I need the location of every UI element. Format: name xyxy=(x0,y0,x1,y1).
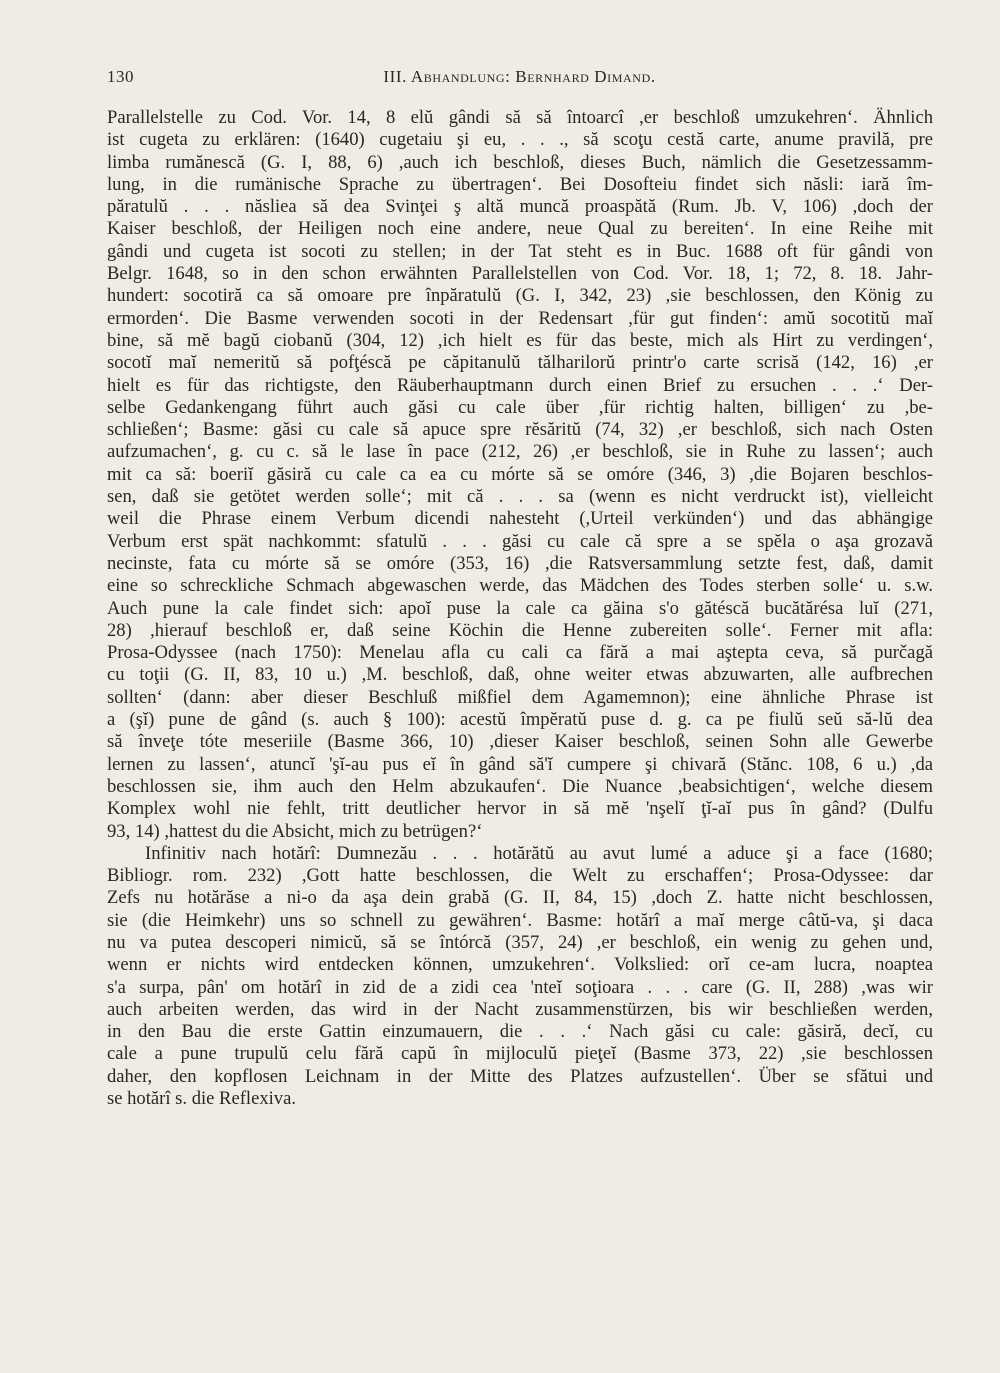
text-line: eine so schreckliche Schmach abgewaschen werde, das Mädchen des Todes sterben solle‘ u. s.w. xyxy=(107,575,933,597)
text-line: să înveţe tóte meseriile (Basme 366, 10) ,dieser Kaiser beschloß, seinen Sohn alle Gewerbe xyxy=(107,731,933,753)
text-line: Zefs nu hotărăse a ni-o da aşa dein grabă (G. II, 84, 15) ,doch Z. hatte nicht beschlossen, xyxy=(107,887,933,909)
page-number: 130 xyxy=(107,67,134,86)
text-line: sollten‘ (dann: aber dieser Beschluß mißfiel dem Agamemnon); eine ähnliche Phrase ist xyxy=(107,686,933,708)
text-line: nu va putea descoperi nimicŭ, să se întórcă (357, 24) ,er beschloß, ein wenig zu gehen und, xyxy=(107,931,933,953)
text-line: bine, să mĕ bagŭ ciobanŭ (304, 12) ,ich hielt es für das beste, mich als Hirt zu verdingen‘, xyxy=(107,329,933,351)
text-line: ermorden‘. Die Basme verwenden socoti in der Redensart ,für gut finden‘: amŭ socotitŭ maĭ xyxy=(107,307,933,329)
text-line: hielt es für das richtigste, den Räuberhauptmann durch einen Brief zu ersuchen . . .‘ Der- xyxy=(107,374,933,396)
text-line: s'a surpa, pân' om hotărî in zid de a zidi cea 'nteĭ soţioara . . . care (G. II, 288) ,was wir xyxy=(107,976,933,998)
text-line: păratulŭ . . . năsliea să dea Svinţei ş altă muncă proaspătă (Rum. Jb. V, 106) ,doch der xyxy=(107,196,933,218)
text-line: Parallelstelle zu Cod. Vor. 14, 8 elŭ gândi să să întoarcî ,er beschloß umzukehren‘. Ähnlich xyxy=(107,107,933,128)
text-line: socotĭ maĭ nemeritŭ să pofţéscă pe căpitanulŭ tălharilorŭ printr'o carte scrisă (142, 16) ,er xyxy=(107,352,933,374)
text-line: limba rumănescă (G. I, 88, 6) ,auch ich beschloß, dieses Buch, nämlich die Gesetzessamm- xyxy=(107,151,933,173)
text-line: Auch pune la cale findet sich: apoĭ puse la cale ca găina s'o gătéscă bucătărésa luĭ (271, xyxy=(107,597,933,619)
text-line: schließen‘; Basme: găsi cu cale să apuce spre rĕsăritŭ (74, 32) ,er beschloß, sich nach Osten xyxy=(107,419,933,441)
running-head: III. Abhandlung: Bernhard Dimand. xyxy=(383,67,656,86)
text-line: cu toţii (G. II, 83, 10 u.) ,M. beschloß, daß, ohne weiter etwas abzuwarten, alle aufbrechen xyxy=(107,664,933,686)
text-line: beschlossen sie, ihm auch den Helm abzukaufen‘. Die Nuance ,beabsichtigen‘, welche diesem xyxy=(107,775,933,797)
paragraph xyxy=(107,107,933,843)
text-line: cale a pune trupulŭ celu fără capŭ în mijloculŭ pieţeĭ (Basme 373, 22) ,sie beschlossen xyxy=(107,1043,933,1065)
text-line: aufzumachen‘, g. cu c. să le lase în pace (212, 26) ,er beschloß, sie in Ruhe zu lassen‘; auch xyxy=(107,441,933,463)
body-text xyxy=(107,107,933,1110)
text-line: Komplex wohl nie fehlt, tritt deutlicher hervor in să mĕ 'nşelĭ ţĭ-aĭ pus în gând? (Dulfu xyxy=(107,798,933,820)
text-line: mit ca să: boeriĭ găsiră cu cale ca ea cu mórte să se omóre (346, 3) ,die Bojaren beschlos- xyxy=(107,463,933,485)
text-line: 28) ,hierauf beschloß er, daß seine Köchin die Henne zubereiten solle‘. Ferner mit afla: xyxy=(107,619,933,641)
text-line: Verbum erst spät nachkommt: sfatulŭ . . . găsi cu cale că spre a se spĕla o aşa grozavă xyxy=(107,530,933,552)
text-line: Bibliogr. rom. 232) ,Gott hatte beschlossen, die Welt zu erschaffen‘; Prosa-Odyssee: dar xyxy=(107,865,933,887)
text-line: gândi und cugeta ist socoti zu stellen; in der Tat steht es in Buc. 1688 oft für gândi von xyxy=(107,240,933,262)
text-line: wenn er nichts wird entdecken können, umzukehren‘. Volkslied: orĭ ce-am lucra, noaptea xyxy=(107,954,933,976)
text-line: weil die Phrase einem Verbum dicendi nahesteht (,Urteil verkünden‘) und das abhängige xyxy=(107,508,933,530)
text-line: Infinitiv nach hotărî: Dumnezău . . . hotărătŭ au avut lumé a aduce şi a face (1680; xyxy=(145,842,933,864)
paragraph xyxy=(107,843,933,1111)
text-line: necinste, fata cu mórte să se omóre (353, 16) ,die Ratsversammlung setzte fest, daß, damit xyxy=(107,552,933,574)
text-line: Belgr. 1648, so in den schon erwähnten Parallelstellen von Cod. Vor. 18, 1; 72, 8. 18. Jahr- xyxy=(107,263,933,285)
text-line: se hotărî s. die Reflexiva. xyxy=(107,1088,296,1110)
text-line: a (şĭ) pune de gând (s. auch § 100): acestŭ împĕratŭ puse d. g. ca pe fiulŭ seŭ să-lŭ dea xyxy=(107,709,933,731)
page-header xyxy=(107,67,932,93)
text-line: auch arbeiten werden, das wird in der Nacht zusammenstürzen, bis wir beschließen werden, xyxy=(107,998,933,1020)
text-line: sie (die Heimkehr) uns so schnell zu gewähren‘. Basme: hotărî a maĭ merge câtŭ-va, şi daca xyxy=(107,909,933,931)
text-line: lung, in die rumänische Sprache zu übertragen‘. Bei Dosofteiu findet sich năsli: iară îm- xyxy=(107,173,933,195)
text-line: hundert: socotiră ca să omoare pre înpăratulŭ (G. I, 342, 23) ,sie beschlossen, den König zu xyxy=(107,285,933,307)
text-line: daher, den kopflosen Leichnam in der Mitte des Platzes aufzustellen‘. Über se sfătui und xyxy=(107,1065,933,1087)
text-line: Kaiser beschloß, der Heiligen noch eine andere, neue Qual zu bereiten‘. In eine Reihe mit xyxy=(107,218,933,240)
text-line: sen, daß sie getötet werden solle‘; mit că . . . sa (wenn es nicht verdruckt ist), vielleicht xyxy=(107,486,933,508)
text-line: 93, 14) ,hattest du die Absicht, mich zu betrügen?‘ xyxy=(107,820,483,842)
text-line: in den Bau die erste Gattin einzumauern, die . . .‘ Nach găsi cu cale: găsiră, decĭ, cu xyxy=(107,1021,933,1043)
text-line: lernen zu lassen‘, atuncĭ 'şĭ-au pus eĭ în gând să'ĭ cumpere şi chivară (Stănc. 108, 6 u.) ,da xyxy=(107,753,933,775)
text-line: selbe Gedankengang führt auch găsi cu cale über ,für richtig halten, billigen‘ zu ,be- xyxy=(107,396,933,418)
text-line: ist cugeta zu erklären: (1640) cugetaiu şi eu, . . ., să scoţu cestă carte, anume pravilă, pre xyxy=(107,129,933,151)
text-line: Prosa-Odyssee (nach 1750): Menelau afla cu cali ca fără a mai aştepta ceva, să purčagă xyxy=(107,642,933,664)
